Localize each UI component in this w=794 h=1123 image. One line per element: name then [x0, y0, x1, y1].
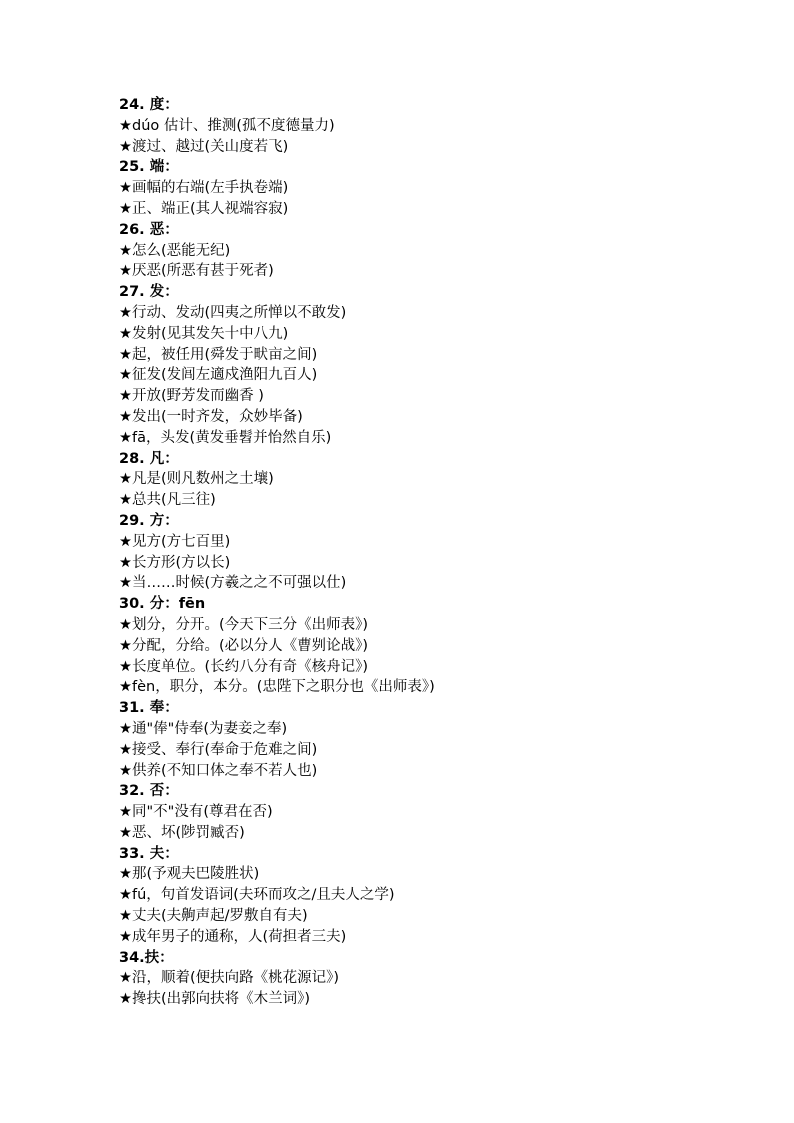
star-icon: ★	[119, 388, 132, 405]
star-icon: ★	[119, 492, 132, 509]
definition-text: 画幅的右端(左手执卷端)	[132, 180, 289, 197]
definition-text: 怎么(恶能无纪)	[132, 242, 231, 259]
entry-heading: 32. 否：	[119, 783, 179, 800]
star-icon: ★	[119, 471, 132, 488]
star-icon: ★	[119, 200, 132, 217]
star-icon: ★	[119, 263, 132, 280]
definition-text: 发出(一时齐发，众妙毕备)	[132, 408, 303, 425]
definition-text: 起，被任用(舜发于畎亩之间)	[132, 346, 318, 363]
definition-text: 成年男子的通称，人(荷担者三夫)	[132, 928, 347, 945]
star-icon: ★	[119, 533, 132, 550]
vocabulary-list	[119, 95, 759, 1010]
definition-text: 总共(凡三往)	[132, 492, 216, 509]
definition-item	[119, 989, 759, 1010]
definition-text: 厌恶(所恶有甚于死者)	[132, 263, 274, 280]
definition-item	[119, 469, 759, 490]
entry-heading: 28. 凡：	[119, 450, 179, 467]
definition-text: 长方形(方以长)	[132, 554, 231, 571]
definition-item	[119, 802, 759, 823]
star-icon: ★	[119, 429, 132, 446]
star-icon: ★	[119, 658, 132, 675]
star-icon: ★	[119, 346, 132, 363]
definition-text: 分配，分给。(必以分人《曹刿论战》)	[132, 637, 369, 654]
definition-text: 行动、发动(四夷之所惮以不敢发)	[132, 304, 347, 321]
definition-text: 凡是(则凡数州之土壤)	[132, 471, 274, 488]
star-icon: ★	[119, 866, 132, 883]
definition-text: 长度单位。(长约八分有奇《核舟记》)	[132, 658, 369, 675]
definition-item	[119, 386, 759, 407]
definition-text: 丈夫(夫齁声起/罗敷自有夫)	[132, 908, 308, 925]
definition-item	[119, 178, 759, 199]
star-icon: ★	[119, 637, 132, 654]
star-icon: ★	[119, 367, 132, 384]
star-icon: ★	[119, 908, 132, 925]
definition-text: fèn，职分，本分。(忠陛下之职分也《出师表》)	[132, 679, 435, 696]
definition-text: 通"俸"侍奉(为妻妾之奉)	[132, 720, 288, 737]
entry-heading: 33. 夫：	[119, 845, 179, 862]
definition-item	[119, 199, 759, 220]
definition-item	[119, 864, 759, 885]
definition-text: 见方(方七百里)	[132, 533, 231, 550]
entry-heading: 25. 端：	[119, 159, 179, 176]
star-icon: ★	[119, 138, 132, 155]
definition-text: 供养(不知口体之奉不若人也)	[132, 762, 318, 779]
definition-text: 同"不"没有(尊君在否)	[132, 804, 273, 821]
definition-item	[119, 761, 759, 782]
definition-text: 接受、奉行(奉命于危难之间)	[132, 741, 318, 758]
entry-heading: 31. 奉：	[119, 700, 179, 717]
star-icon: ★	[119, 325, 132, 342]
star-icon: ★	[119, 928, 132, 945]
star-icon: ★	[119, 970, 132, 987]
definition-item	[119, 261, 759, 282]
definition-text: 渡过、越过(关山度若飞)	[132, 138, 289, 155]
star-icon: ★	[119, 616, 132, 633]
definition-text: dúo 估计、推测(孤不度德量力)	[132, 117, 335, 134]
star-icon: ★	[119, 887, 132, 904]
star-icon: ★	[119, 304, 132, 321]
definition-text: 那(予观夫巴陵胜状)	[132, 866, 260, 883]
definition-item	[119, 677, 759, 698]
star-icon: ★	[119, 575, 132, 592]
star-icon: ★	[119, 180, 132, 197]
definition-text: 沿，顺着(便扶向路《桃花源记》)	[132, 970, 340, 987]
definition-text: 发射(见其发矢十中八九)	[132, 325, 289, 342]
star-icon: ★	[119, 804, 132, 821]
star-icon: ★	[119, 762, 132, 779]
definition-item	[119, 740, 759, 761]
definition-item	[119, 636, 759, 657]
entry-heading: 30. 分：fēn	[119, 596, 206, 613]
definition-item	[119, 407, 759, 428]
definition-item	[119, 927, 759, 948]
definition-item	[119, 885, 759, 906]
definition-text: 划分，分开。(今天下三分《出师表》)	[132, 616, 369, 633]
definition-item	[119, 428, 759, 449]
definition-text: 征发(发闾左適戍渔阳九百人)	[132, 367, 318, 384]
definition-item	[119, 532, 759, 553]
definition-text: 搀扶(出郭向扶将《木兰词》)	[132, 991, 311, 1008]
definition-item	[119, 345, 759, 366]
star-icon: ★	[119, 554, 132, 571]
entry-heading: 27. 发：	[119, 284, 179, 301]
star-icon: ★	[119, 408, 132, 425]
definition-item	[119, 573, 759, 594]
star-icon: ★	[119, 720, 132, 737]
definition-text: fā，头发(黄发垂髫并怡然自乐)	[132, 429, 332, 446]
definition-text: fú，句首发语词(夫环而攻之/且夫人之学)	[132, 887, 395, 904]
definition-item	[119, 968, 759, 989]
definition-item	[119, 823, 759, 844]
definition-text: 恶、坏(陟罚臧否)	[132, 824, 245, 841]
star-icon: ★	[119, 824, 132, 841]
entry-heading: 29. 方：	[119, 512, 179, 529]
entry-heading: 26. 恶：	[119, 221, 179, 238]
definition-text: 当……时候(方羲之之不可强以仕)	[132, 575, 347, 592]
star-icon: ★	[119, 117, 132, 134]
entry-heading: 24. 度：	[119, 97, 179, 113]
star-icon: ★	[119, 242, 132, 259]
definition-item	[119, 324, 759, 345]
definition-text: 开放(野芳发而幽香 )	[132, 388, 264, 405]
entry-heading: 34.扶：	[119, 949, 174, 966]
definition-item	[119, 116, 759, 137]
definition-item	[119, 615, 759, 636]
definition-item	[119, 490, 759, 511]
star-icon: ★	[119, 679, 132, 696]
definition-item	[119, 137, 759, 158]
definition-item	[119, 719, 759, 740]
definition-item	[119, 241, 759, 262]
star-icon: ★	[119, 741, 132, 758]
definition-item	[119, 657, 759, 678]
star-icon: ★	[119, 991, 132, 1008]
definition-item	[119, 365, 759, 386]
definition-item	[119, 553, 759, 574]
definition-text: 正、端正(其人视端容寂)	[132, 200, 289, 217]
definition-item	[119, 906, 759, 927]
definition-item	[119, 303, 759, 324]
